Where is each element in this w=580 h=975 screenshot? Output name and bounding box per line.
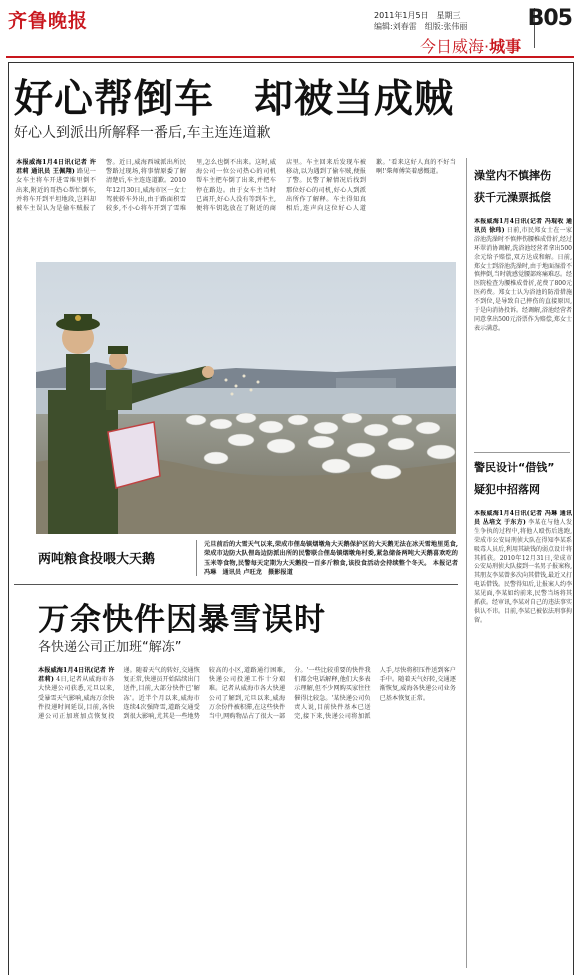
sidebar-story-title-line2: 获千元澡票抵偿 (474, 191, 551, 204)
lead-headline: 好心帮倒车 却被当成贼 (14, 77, 455, 122)
photo-caption (204, 540, 458, 577)
page-number: B05 (527, 6, 572, 31)
photo-illustration (36, 262, 456, 534)
swan-feeding-photo (36, 262, 456, 534)
masthead (6, 6, 574, 54)
sidebar-divider (474, 452, 570, 453)
masthead-rule (6, 56, 574, 58)
editor-credits: 编辑:刘春雷 组版:张伟丽 (374, 22, 468, 31)
second-article-body (38, 666, 456, 752)
lead-article-body (16, 158, 456, 244)
sidebar-story-loan-trap (474, 460, 572, 810)
lead-body-text: 路见一女车主将车开进雪堆里倒不出来,附近的哥热心帮忙倒车,并将车开到平坦地段,岂料却被车主误认为是偷车贼报了警。近日,威海西城派出所民警路过现场,将事情原委了解清楚后,车主连连道歉。2010年12月30日,威海市区一女士驾驶轿车外出,由于路面积雪较多,不小心将车开到了雪堆里,怎么也倒不出来。这时,威海公司一位公司热心的司机帮车主把车倒了出来,并把车停在路边。由于女车主当时已离开,好心人没有等到车主,便将车钥匙放在了附近的商店里。车主回来后发现车被移动,以为遇到了偷车贼,便报了警。民警了解情况后找到那位好心的司机,好心人到派出所作了解释。车主得知真相后,连声向这位好心人道歉。'看来这好人真的不好当啊!'柴师傅笑着感慨道。 (16, 159, 456, 213)
section-title (420, 34, 521, 57)
photo-caption-body: 元旦前后的大雪天气以来,荣成市俚岛镇烟墩角大天鹅保护区的大天鹅无法在冰天雪地里觅食,荣成市边防大队俚岛边防派出所的民警联合俚岛镇烟墩角村委,紧急储备两吨大天鹅喜欢吃的玉米等食物,民警每天定期为大天鹅投一百多斤粮食,该投食活动会持续整个冬天。 (204, 541, 458, 567)
sidebar-story-body (474, 510, 572, 810)
second-subhead: 各快递公司正加班“解冻” (38, 640, 182, 655)
caption-divider (196, 540, 197, 576)
column-divider (466, 158, 467, 968)
story-divider (14, 584, 458, 585)
lead-subhead: 好心人到派出所解释一番后,车主连连道歉 (14, 125, 271, 141)
section-dot: · (484, 37, 490, 56)
section-name: 城事 (489, 37, 522, 56)
lead-byline: 本报威海1月4日讯(记者 许君莉 通讯员 王佩翔) (16, 159, 96, 176)
sidebar-story-text: 日前,市民郑女士在一家浴池洗澡时不慎摔伤腰椎成骨折,经过环翠消协调解,洗浴池经营者拿出500余元给予赔偿,双方达成和解。日前,郑女士到浴池洗澡时,由于地面湿滑不慎摔倒,当时就感觉腰部疼痛难忍。经医院检查为腰椎成骨折,花费了800元医药费。郑女士认为浴池的防滑措施不到位,是导致自己摔伤的直接原因,于是向消协投诉。经调解,浴池经营者同意拿出500元浴票作为赔偿,郑女士表示满意。 (474, 226, 572, 332)
sidebar-story-byline: 本报威海1月4日讯(记者 冯琨收 通讯员 徐玮) (474, 218, 572, 234)
newspaper-logo: 齐鲁晚报 (8, 10, 89, 32)
second-byline: 本报威海1月4日讯(记者 许君莉) (38, 667, 115, 684)
sidebar-story-text: 李某在与他人发生争执的过程中,将他人殴伤后逃跑,荣成市公安局刑侦大队在得知李某系吸毒人员后,利用其缺钱的弱点设计将其抓获。2010年12月31日,荣成市公安局刑侦大队接到一名男子报案称,其朋友李某曾多次向其借钱,最近又打电话借钱。民警得知后,让报案人约李某见面,李某如约前来,民警当场将其抓获。经审讯,李某对自己的违法事实供认不讳。目前,李某已被依法刑事拘留。 (474, 518, 572, 624)
photo-credit: 本报记者 冯琳 通讯员 卢旺龙 摄影报道 (204, 559, 459, 576)
sidebar-story-body (474, 218, 572, 466)
sidebar-story-title-line2: 疑犯中招落网 (474, 483, 540, 496)
sidebar-story-byline: 本报威海1月4日讯(记者 冯琳 通讯员 丛培文 于东方) (474, 510, 572, 526)
second-body-text: 4日,记者从威海市各大快递公司获悉,元旦以来,受暴雪天气影响,威海万余快件投递时间延误,目前,各快递公司正加班加点恢复投递。随着天气的转好,交通恢复正常,快递员开始陆续出门送件,目前,大部分快件已'解冻'。近半个月以来,威海市连续4次强降雪,道路交通受到很大影响,尤其是一些地势较高的小区,道路通行困难,快递公司投递工作十分艰难。记者从威海市各大快递公司了解到,元旦以来,威海万余份件被积滞,在这些快件当中,网购物品占了很大一部分。'一些比较重要的快件我们都会电话解释,他们大多表示理解,但不少网购买家往往催得比较急。'某快递公司负责人说,目前快件基本已送完,接下来,快递公司将加派人手,尽快将积压件送到客户手中。随着天气好转,交通逐渐恢复,威海各快递公司业务已基本恢复正常。 (38, 667, 456, 721)
photo-caption-title: 两吨粮食投喂大天鹅 (38, 552, 156, 567)
section-prefix: 今日威海 (420, 37, 485, 56)
sidebar-story-bathhouse (474, 168, 572, 466)
second-headline: 万余快件因暴雪误时 (38, 602, 326, 638)
sidebar-story-title: 澡堂内不慎摔伤 (474, 169, 551, 182)
sidebar-story-title: 警民设计“借钱” (474, 461, 555, 474)
issue-date: 2011年1月5日 星期三 (374, 11, 461, 20)
